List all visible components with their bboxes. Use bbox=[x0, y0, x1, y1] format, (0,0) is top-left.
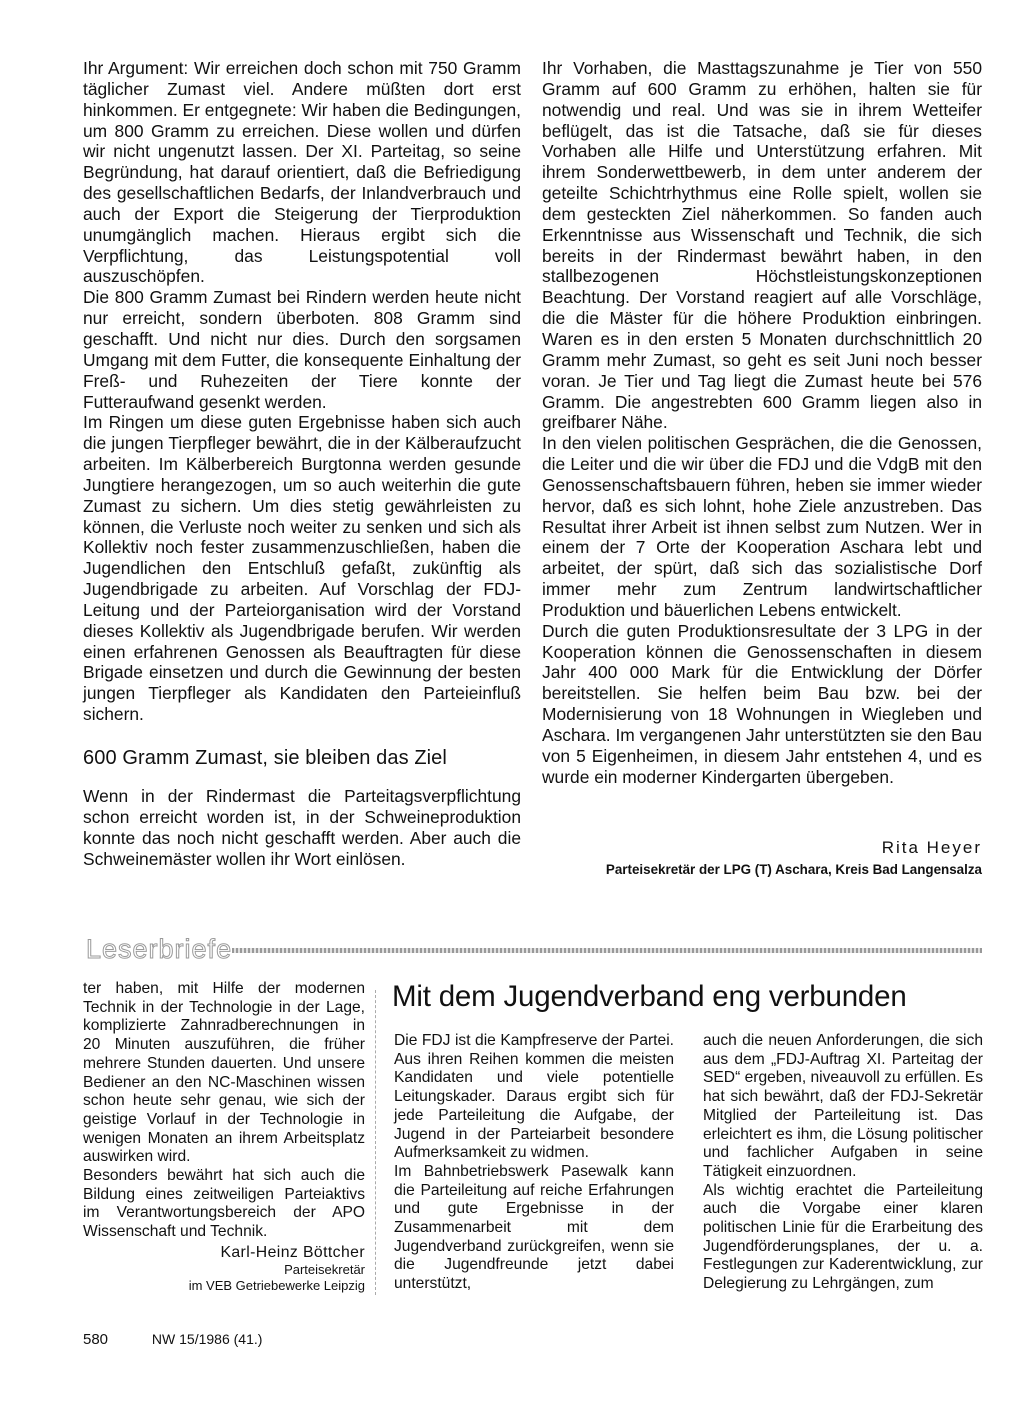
page-number: 580 bbox=[83, 1331, 109, 1348]
article-paragraph: Durch die guten Produktionsresultate der 3 LPG in der Kooperation können die Genossenschaften in diesem Jahr 400 000 Mark für die Entwicklung der Dörfer bereitstellen. Sie helfen beim Bau bzw. bei der Modernisierung von 18 Wohnungen in Wiegleben und Aschara. Im vergangenen Jahr unterstützten sie den Bau von 5 Eigenheimen, in diesem Jahr entstehen 4, und es wurde ein moderner Kindergarten übergeben. bbox=[542, 620, 982, 787]
letter-paragraph: Als wichtig erachtet die Parteileitung auch die Vorgabe einer klaren politischen Linie für die Erarbeitung des Jugendförderungsplanes, der u. a. Festlegungen zur Kaderentwicklung, zur Delegierung zu Lehrgängen, zum bbox=[703, 1181, 983, 1293]
letter1-author-name: Karl-Heinz Böttcher bbox=[220, 1243, 365, 1261]
article-right-column bbox=[542, 58, 982, 788]
section-label: Leserbriefe bbox=[86, 934, 233, 964]
section-header bbox=[86, 934, 982, 968]
letter2-column-2 bbox=[703, 1032, 983, 1294]
article-subheading: 600 Gramm Zumast, sie bleiben das Ziel bbox=[83, 747, 447, 769]
article-left-column bbox=[83, 58, 521, 869]
letter2-headline: Mit dem Jugendverband eng verbunden bbox=[392, 980, 907, 1013]
article-paragraph: Ihr Argument: Wir erreichen doch schon mit 750 Gramm täglicher Zumast viel. Andere müßten dort erst hinkommen. Er entgegnete: Wir haben die Bedingungen, um 800 Gramm zu erreichen. Diese wollen und dürfen wir nicht ungenutzt lassen. Der XI. Parteitag, so seine Begründung, hat darauf orientiert, daß die Befriedigung des gesellschaftlichen Bedarfs, der Inlandverbrauch und auch der Export die Steigerung der Tierproduktion unumgänglich machen. Hieraus ergibt sich die Verpflichtung, das Leistungspotential voll auszuschöpfen. bbox=[83, 58, 521, 287]
article-paragraph: Im Ringen um diese guten Ergebnisse haben sich auch die jungen Tierpfleger bewährt, die in der Kälberaufzucht arbeiten. Im Kälberbereich Burgtonna werden gesunde Jungtiere herangezogen, um so auch weiterhin die gute Zumast zu sichern. Um dies stetig gewährleisten zu können, die Verluste noch weiter zu senken und sich als Kollektiv noch fester zusammenzuschließen, haben die Jugendlichen den Entschluß gefaßt, zukünftig als Jugendbrigade zu arbeiten. Auf Vorschlag der FDJ-Leitung und der Parteiorganisation wird der Vorstand dieses Kollektiv als Jugendbrigade berufen. Wir werden einen erfahrenen Genossen als Beauftragten für diese Brigade einsetzen und durch die Gewinnung der besten jungen Tierpfleger als Kandidaten den Parteieinfluß sichern. bbox=[83, 412, 521, 725]
letter2-column-1 bbox=[394, 1032, 674, 1294]
letter1-author-affiliation: im VEB Getriebewerke Leipzig bbox=[188, 1277, 365, 1293]
letter-paragraph: Besonders bewährt hat sich auch die Bildung eines zeitweiligen Parteiaktivs im Verantwortungsbereich der APO Wissenschaft und Technik. bbox=[83, 1167, 365, 1241]
issue-info: NW 15/1986 (41.) bbox=[151, 1331, 263, 1347]
letter-paragraph: Im Bahnbetriebswerk Pasewalk kann die Parteileitung auf reiche Erfahrungen und gute Ergebnisse in der Zusammenarbeit mit dem Jugendverband zurückgreifen, wenn sie die Jugendfreunde jetzt dabei unterstützt, bbox=[394, 1162, 674, 1293]
letter1-author-role: Parteisekretär bbox=[284, 1261, 365, 1277]
article-paragraph: Wenn in der Rindermast die Parteitagsverpflichtung schon erreicht worden ist, in der Schweineproduktion konnte das noch nicht geschafft werden. Aber auch die Schweinemäster wollen ihr Wort einlösen. bbox=[83, 786, 521, 869]
article-author-role: Parteisekretär der LPG (T) Aschara, Kreis Bad Langensalza bbox=[605, 862, 982, 877]
letter-paragraph: auch die neuen Anforderungen, die sich aus dem „FDJ-Auftrag XI. Parteitag der SED“ ergeben, niveauvoll zu erfüllen. Es hat sich bewährt, daß der FDJ-Sekretär Mitglied der Parteileitung ist. Das erleichtert es ihm, die Lösung politischer und fachlicher Aufgaben in seine Tätigkeit einzuordnen. bbox=[703, 1032, 983, 1180]
article-paragraph: Die 800 Gramm Zumast bei Rindern werden heute nicht nur erreicht, sondern überboten. 808 Gramm sind geschafft. Und nicht nur dies. Durch den sorgsamen Umgang mit dem Futter, die konsequente Einhaltung der Freß- und Ruhezeiten der Tiere konnte der Futteraufwand gesenkt werden. bbox=[83, 287, 521, 412]
section-divider bbox=[232, 948, 982, 953]
article-author-name: Rita Heyer bbox=[881, 838, 982, 857]
letter-paragraph: Die FDJ ist die Kampfreserve der Partei. Aus ihren Reihen kommen die meisten Kandidaten und viele potentielle Leitungskader. Daraus ergibt sich für jede Parteileitung die Aufgabe, der Jugend in der Parteiarbeit besondere Aufmerksamkeit zu widmen. bbox=[394, 1032, 674, 1162]
column-divider bbox=[375, 990, 376, 1295]
article-paragraph: In den vielen politischen Gesprächen, die die Genossen, die Leiter und die wir über die FDJ und die VdgB mit den Genossenschaftsbauern führen, heben sie immer wieder hervor, daß es sich lohnt, hohe Ziele anzustreben. Das Resultat ihrer Arbeit ist ihnen selbst zum Nutzen. Wer in einem der 7 Orte der Kooperation Aschara lebt und arbeitet, der spürt, daß sich das sozialistische Dorf immer mehr zum Zentrum landwirtschaftlicher Produktion und bäuerlichen Lebens entwickelt. bbox=[542, 433, 982, 620]
article-paragraph: Ihr Vorhaben, die Masttagszunahme je Tier von 550 Gramm auf 600 Gramm zu erhöhen, halten sie für notwendig und real. Und was sie in ihrem Wetteifer beflügelt, das ist die Tatsache, daß sie für dieses Vorhaben alle Hilfe und Unterstützung erfahren. Mit ihrem Sonderwettbewerb, in dem unter anderem der geteilte Schichtrhythmus eine Rolle spielt, wollen sie dem gesteckten Ziel näherkommen. So fanden auch Erkenntnisse aus Wissenschaft und Technik, die sich bereits in der Rindermast bewährt haben, in den stallbezogenen Höchstleistungskonzeptionen Beachtung. Der Vorstand reagiert auf alle Vorschläge, die die Mäster für die höhere Produktion einbringen. Waren es in den ersten 5 Monaten durchschnittlich 20 Gramm mehr Zumast, so geht es seit Juni noch besser voran. Je Tier und Tag liegt die Zumast heute bei 576 Gramm. Die angestrebten 600 Gramm liegen also in greifbarer Nähe. bbox=[542, 58, 982, 433]
letter-paragraph: ter haben, mit Hilfe der modernen Technik in der Technologie in der Lage, komplizierte Zahnradberechnungen in 20 Minuten auszuführen, die früher mehrere Stunden dauerten. Und unsere Bediener an den NC-Maschinen wissen schon heute sehr genau, wie sich der geistige Vorlauf in der Technologie in wenigen Monaten an ihrem Arbeitsplatz auswirken wird. bbox=[83, 980, 365, 1166]
letter1-column bbox=[83, 980, 365, 1294]
page-footer bbox=[83, 1331, 262, 1348]
